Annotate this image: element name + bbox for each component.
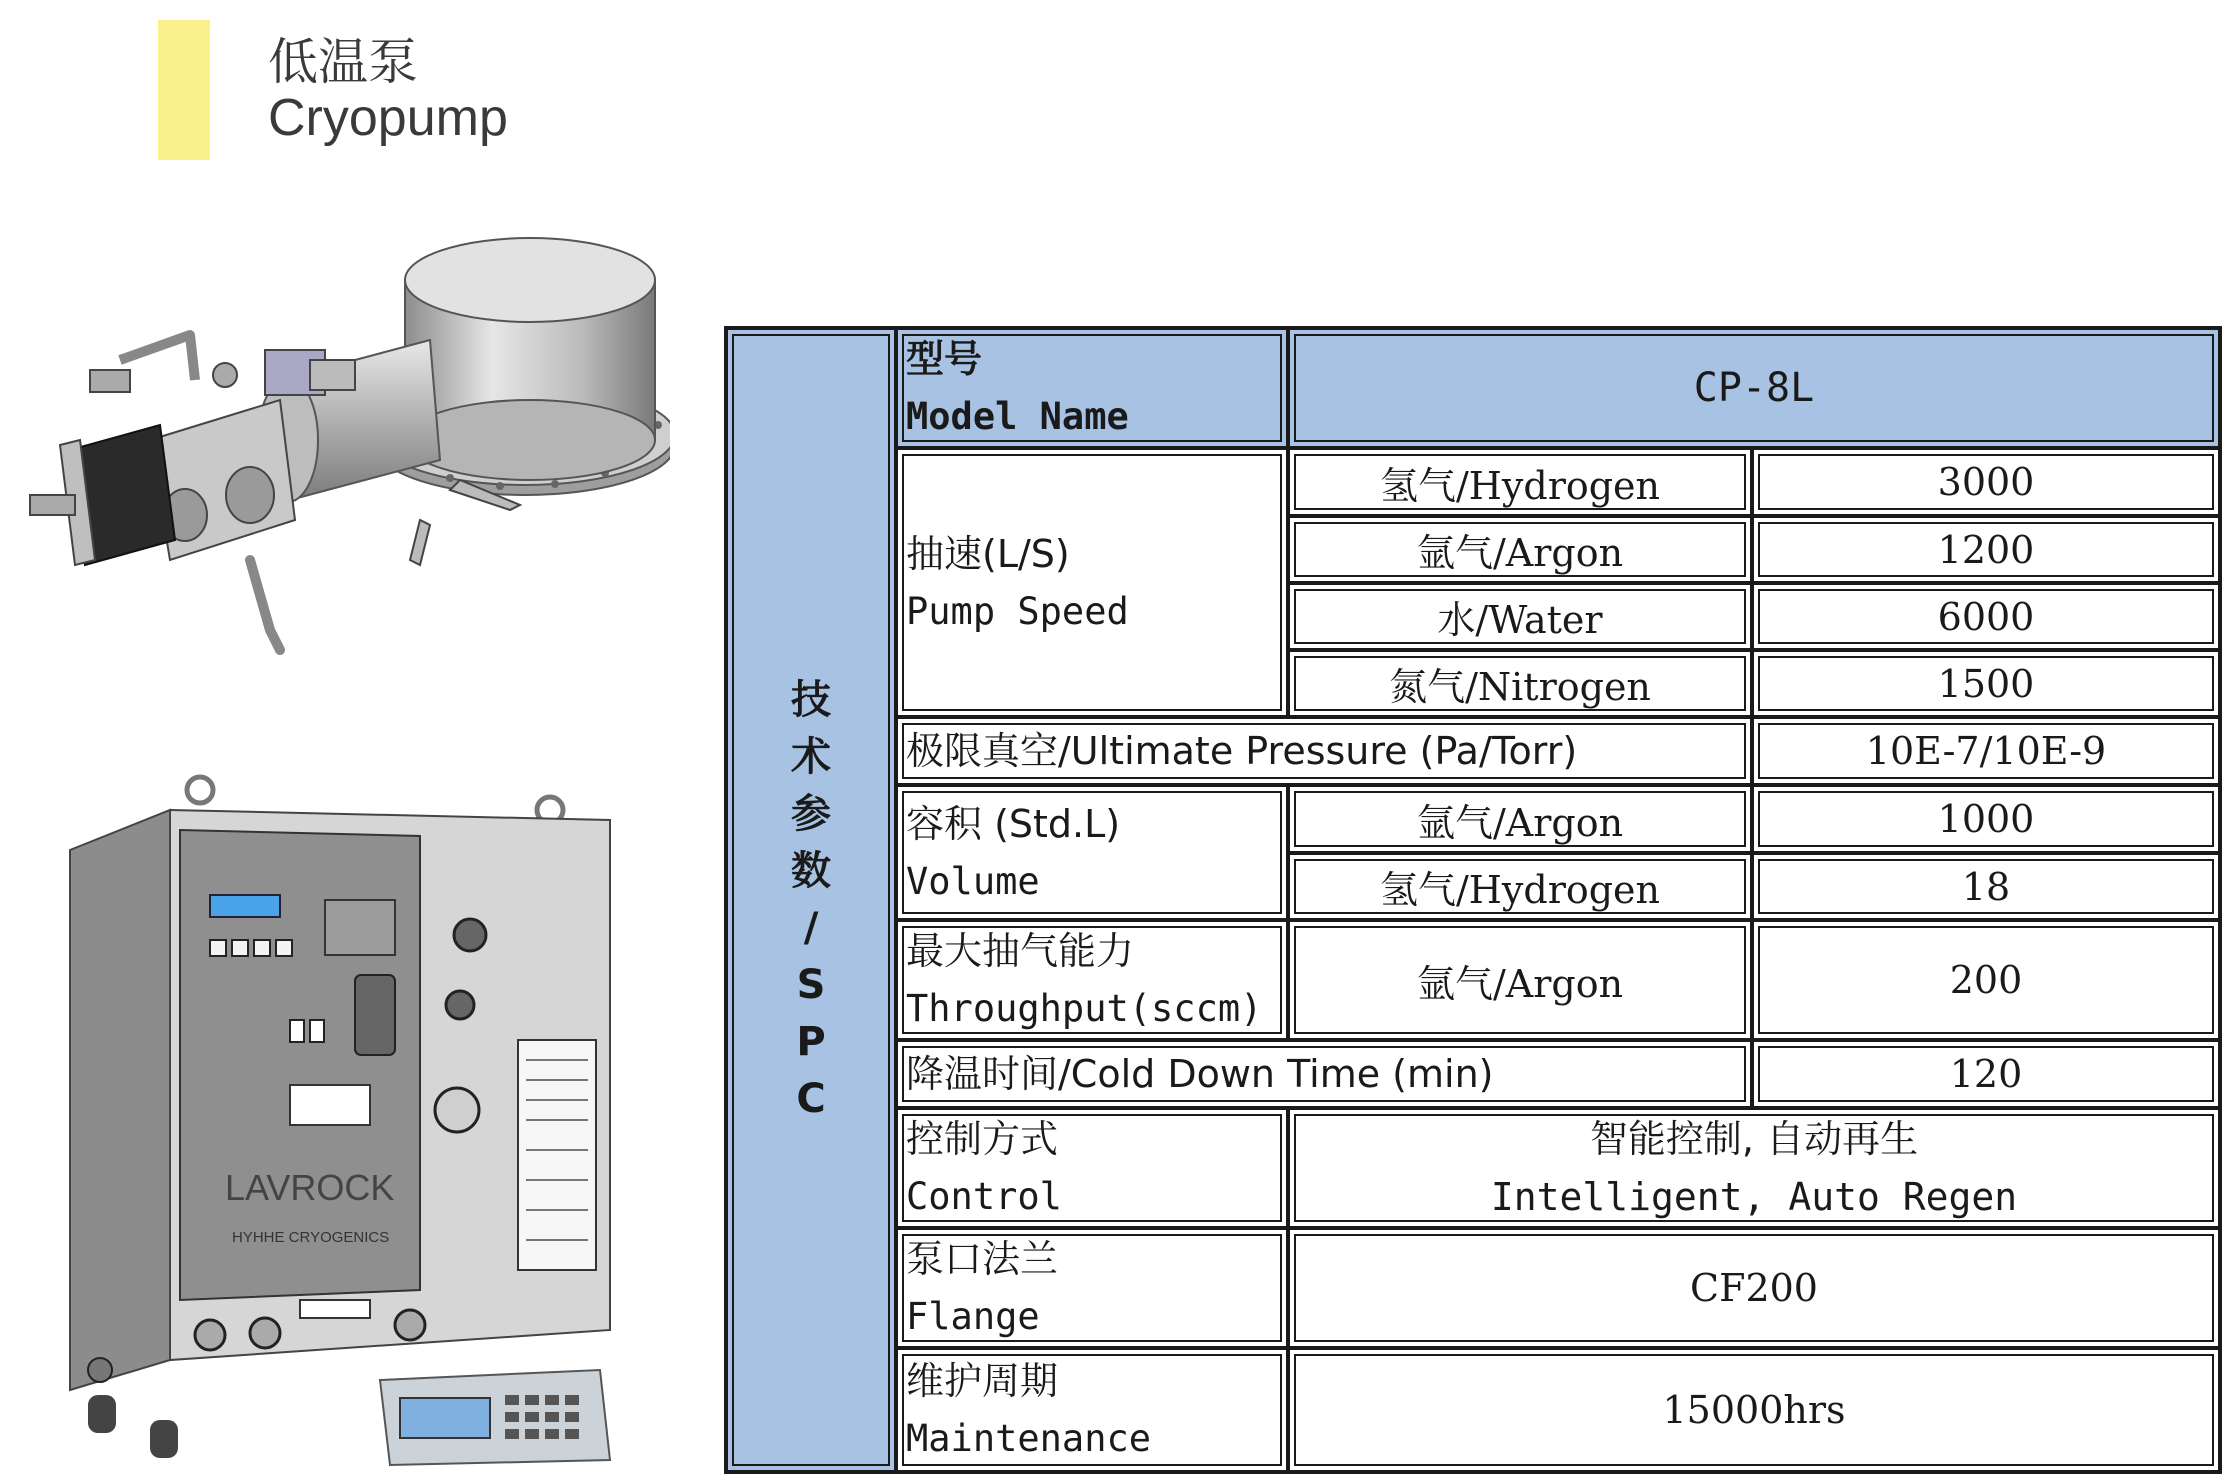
model-label-cn: 型号 <box>906 337 983 381</box>
cryopump-image <box>10 230 670 710</box>
cooldown-value: 120 <box>1752 1040 2220 1108</box>
cooldown-label-cell <box>896 1040 1752 1108</box>
pump-speed-label-cn: 抽速(L/S) <box>906 531 1070 576</box>
volume-value-argon: 1000 <box>1752 785 2220 853</box>
pump-speed-label-cell <box>896 448 1288 717</box>
throughput-gas: 氩气/Argon <box>1288 920 1752 1040</box>
volume-value-hydrogen: 18 <box>1752 853 2220 920</box>
ultimate-pressure-label-cell <box>896 717 1752 785</box>
flange-label-cn: 泵口法兰 <box>906 1237 1059 1281</box>
control-value-en: Intelligent, Auto Regen <box>1490 1175 2018 1219</box>
throughput-label-en: Throughput(sccm) <box>906 987 1263 1030</box>
pump-speed-value-hydrogen: 3000 <box>1752 448 2220 516</box>
throughput-value: 200 <box>1752 920 2220 1040</box>
model-value: CP-8L <box>1288 328 2220 448</box>
compressor-image <box>60 770 640 1470</box>
pump-speed-gas-hydrogen: 氢气/Hydrogen <box>1288 448 1752 516</box>
flange-value: CF200 <box>1288 1228 2220 1348</box>
page-title-cn: 低温泵 <box>268 33 418 91</box>
compressor-brand-sub: HYHHE CRYOGENICS <box>232 1229 390 1246</box>
maintenance-label-en: Maintenance <box>906 1417 1152 1460</box>
page-title-en: Cryopump <box>268 89 508 147</box>
throughput-label-cn: 最大抽气能力 <box>906 929 1135 973</box>
pump-speed-label-en: Pump Speed <box>906 589 1129 633</box>
pump-speed-gas-nitrogen: 氮气/Nitrogen <box>1288 650 1752 717</box>
compressor-brand: LAVROCK <box>225 1167 395 1208</box>
volume-label-en: Volume <box>906 859 1040 903</box>
volume-label-cell <box>896 785 1288 920</box>
flange-label-en: Flange <box>906 1295 1040 1338</box>
pump-speed-value-argon: 1200 <box>1752 516 2220 583</box>
ultimate-pressure-label: 极限真空/Ultimate Pressure (Pa/Torr) <box>906 729 1578 773</box>
control-value-cell <box>1288 1108 2220 1228</box>
volume-gas-argon: 氩气/Argon <box>1288 785 1752 853</box>
throughput-label-cell <box>896 920 1288 1040</box>
volume-gas-hydrogen: 氢气/Hydrogen <box>1288 853 1752 920</box>
spec-table <box>724 326 2222 1474</box>
flange-label-cell <box>896 1228 1288 1348</box>
spec-side-header: 技 术 参 数 / S P C <box>726 328 896 1472</box>
title-accent-bar <box>158 20 210 160</box>
volume-label-cn: 容积 (Std.L) <box>906 801 1121 846</box>
pump-speed-value-nitrogen: 1500 <box>1752 650 2220 717</box>
model-label-en: Model Name <box>906 395 1129 438</box>
control-label-en: Control <box>906 1175 1062 1218</box>
pump-speed-gas-argon: 氩气/Argon <box>1288 516 1752 583</box>
control-value-cn: 智能控制, 自动再生 <box>1589 1117 1919 1161</box>
ultimate-pressure-value: 10E-7/10E-9 <box>1752 717 2220 785</box>
cooldown-label: 降温时间/Cold Down Time (min) <box>906 1052 1494 1096</box>
maintenance-value: 15000hrs <box>1288 1348 2220 1472</box>
model-label-cell <box>896 328 1288 448</box>
maintenance-label-cn: 维护周期 <box>906 1359 1059 1403</box>
control-label-cn: 控制方式 <box>906 1117 1059 1161</box>
control-label-cell <box>896 1108 1288 1228</box>
pump-speed-value-water: 6000 <box>1752 583 2220 650</box>
pump-speed-gas-water: 水/Water <box>1288 583 1752 650</box>
maintenance-label-cell <box>896 1348 1288 1472</box>
